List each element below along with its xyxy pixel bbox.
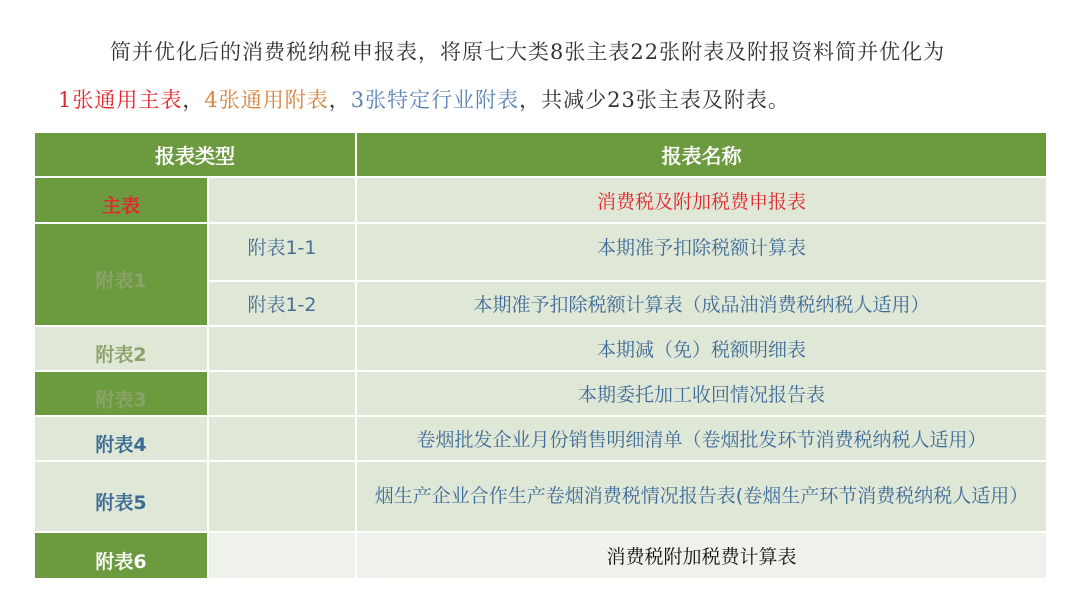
table-row xyxy=(34,416,1047,461)
row-type-attachment2: 附表2 xyxy=(34,326,208,371)
intro-line1: 简并优化后的消费税纳税申报表，将原七大类8张主表22张附表及附报资料简并优化为 xyxy=(110,40,946,64)
intro-industry-attachment-count: 3张特定行业附表 xyxy=(350,88,520,112)
row-type-attachment1: 附表1 xyxy=(34,223,208,326)
intro-tail: ，共减少23张主表及附表。 xyxy=(519,88,790,112)
row-name-attachment3: 本期委托加工收回情况报告表 xyxy=(356,371,1047,416)
row-type-main: 主表 xyxy=(34,177,208,223)
intro-general-attachment-count: 4张通用附表 xyxy=(204,88,329,112)
row-name-attachment5: 烟生产企业合作生产卷烟消费税情况报告表(卷烟生产环节消费税纳税人适用） xyxy=(356,461,1047,532)
row-type-attachment4: 附表4 xyxy=(34,416,208,461)
table-row xyxy=(34,223,1047,281)
table-row xyxy=(34,371,1047,416)
row-sub-attachment1-2: 附表1-2 xyxy=(208,281,356,326)
row-name-attachment2: 本期减（免）税额明细表 xyxy=(356,326,1047,371)
table-row xyxy=(34,461,1047,532)
row-sub-attachment1-1: 附表1-1 xyxy=(208,223,356,281)
row-name-attachment4: 卷烟批发企业月份销售明细清单（卷烟批发环节消费税纳税人适用） xyxy=(356,416,1047,461)
row-name-main: 消费税及附加税费申报表 xyxy=(356,177,1047,223)
row-name-attachment6: 消费税附加税费计算表 xyxy=(356,532,1047,579)
intro-sep1: ， xyxy=(182,88,205,112)
row-type-attachment3: 附表3 xyxy=(34,371,208,416)
table-row xyxy=(34,532,1047,579)
row-sub-empty xyxy=(208,177,356,223)
row-name-attachment1-2: 本期准予扣除税额计算表（成品油消费税纳税人适用） xyxy=(356,281,1047,326)
row-sub-empty xyxy=(208,371,356,416)
row-type-attachment5: 附表5 xyxy=(34,461,208,532)
table-header-row xyxy=(34,132,1047,177)
intro-main-table-count: 1张通用主表 xyxy=(58,88,183,112)
row-name-attachment1-1: 本期准予扣除税额计算表 xyxy=(356,223,1047,281)
header-report-type: 报表类型 xyxy=(34,132,356,177)
row-sub-empty xyxy=(208,532,356,579)
header-report-name: 报表名称 xyxy=(356,132,1047,177)
row-sub-empty xyxy=(208,326,356,371)
row-sub-empty xyxy=(208,416,356,461)
table-row xyxy=(34,326,1047,371)
row-sub-empty xyxy=(208,461,356,532)
intro-paragraph xyxy=(58,28,1048,124)
table-row xyxy=(34,177,1047,223)
row-type-attachment6: 附表6 xyxy=(34,532,208,579)
intro-sep2: ， xyxy=(328,88,351,112)
report-table xyxy=(33,131,1048,580)
